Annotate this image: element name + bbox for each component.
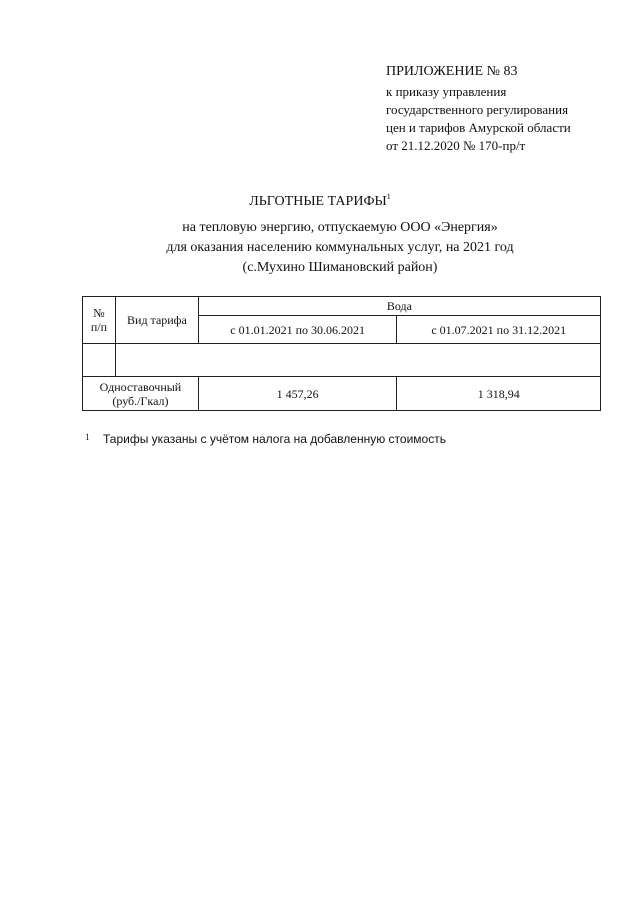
header-period-first-half: с 01.01.2021 по 30.06.2021 — [198, 316, 397, 344]
appendix-line: цен и тарифов Амурской области — [386, 120, 571, 135]
appendix-line: к приказу управления — [386, 84, 507, 99]
footnote-text: Тарифы указаны с учётом налога на добавленную стоимость — [103, 432, 446, 446]
row-value-first-half: 1 457,26 — [198, 377, 397, 411]
appendix-header — [386, 63, 626, 155]
table-row — [83, 377, 601, 411]
empty-cell — [83, 344, 116, 377]
document-title-block — [0, 188, 640, 211]
appendix-line: государственного регулирования — [386, 102, 569, 117]
header-number: № п/п — [83, 297, 116, 344]
subtitle-line: на тепловую энергию, отпускаемую ООО «Энергия» — [182, 220, 498, 235]
header-period-second-half: с 01.07.2021 по 31.12.2021 — [397, 316, 601, 344]
header-tariff-kind: Вид тарифа — [115, 297, 198, 344]
subtitle-line: (с.Мухино Шимановский район) — [242, 260, 438, 275]
appendix-title: ПРИЛОЖЕНИЕ № 83 — [386, 64, 518, 79]
footnote — [85, 430, 446, 446]
title-footnote-mark: 1 — [386, 192, 391, 201]
document-title: ЛЬГОТНЫЕ ТАРИФЫ — [249, 194, 387, 209]
subtitle-line: для оказания населению коммунальных услуг, на 2021 год — [166, 240, 514, 255]
appendix-line: от 21.12.2020 № 170-пр/т — [386, 138, 526, 153]
header-water-group: Вода — [198, 297, 600, 316]
table-empty-row — [83, 344, 601, 377]
row-tariff-kind: Одноставочный (руб./Гкал) — [83, 377, 199, 411]
document-subtitle — [0, 218, 640, 278]
footnote-mark: 1 — [85, 432, 90, 442]
row-value-second-half: 1 318,94 — [397, 377, 601, 411]
tariff-table — [82, 296, 601, 411]
table-header-row — [83, 297, 601, 316]
empty-cell — [115, 344, 600, 377]
